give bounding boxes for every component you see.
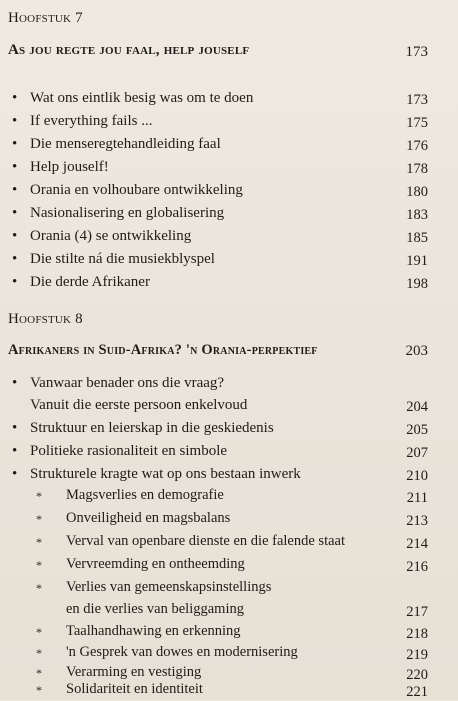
bullet-mark: • xyxy=(12,205,18,221)
toc-entry: Struktuur en leierskap in die geskiedenis xyxy=(30,420,274,436)
toc-page-number: 219 xyxy=(406,647,428,663)
toc-entry: Nasionalisering en globalisering xyxy=(30,205,225,221)
toc-page-number: 218 xyxy=(406,626,428,642)
asterisk-mark: * xyxy=(36,625,42,639)
bullet-mark: • xyxy=(12,113,18,129)
asterisk-mark: * xyxy=(36,512,42,526)
chapter-8-title: Afrikaners in Suid-Afrika? 'n Orania-perpektief xyxy=(8,342,318,358)
toc-entry: Die derde Afrikaner xyxy=(30,274,150,290)
toc-page-number: 198 xyxy=(406,276,428,292)
asterisk-mark: * xyxy=(36,581,42,595)
toc-page-number: 207 xyxy=(406,445,428,461)
toc-subentry: 'n Gesprek van dowes en modernisering xyxy=(66,644,298,660)
toc-page-number: 183 xyxy=(406,207,428,223)
toc-subentry: Taalhandhawing en erkenning xyxy=(66,623,241,639)
chapter-7-heading: Hoofstuk 7 xyxy=(8,10,83,26)
toc-page-number: 175 xyxy=(406,115,428,131)
toc-page-number: 211 xyxy=(406,490,428,506)
toc-entry: If everything fails ... xyxy=(30,113,153,129)
toc-page-number: 176 xyxy=(406,138,428,154)
toc-page-number: 204 xyxy=(406,399,428,415)
bullet-mark: • xyxy=(12,375,18,391)
bullet-mark: • xyxy=(12,182,18,198)
toc-entry: Politieke rasionaliteit en simbole xyxy=(30,443,228,459)
toc-entry: Strukturele kragte wat op ons bestaan inwerk xyxy=(30,466,301,482)
toc-page-number: 173 xyxy=(406,92,428,108)
toc-entry: Die menseregtehandleiding faal xyxy=(30,136,221,152)
toc-entry-continuation: Vanuit die eerste persoon enkelvoud xyxy=(30,397,248,413)
toc-page-number: 185 xyxy=(406,230,428,246)
toc-subentry: Verval van openbare dienste en die falende staat xyxy=(66,533,345,549)
asterisk-mark: * xyxy=(36,535,42,549)
toc-page-number: 178 xyxy=(406,161,428,177)
bullet-mark: • xyxy=(12,136,18,152)
toc-page-number: 213 xyxy=(406,513,428,529)
toc-entry: Help jouself! xyxy=(30,159,109,175)
asterisk-mark: * xyxy=(36,683,42,697)
bullet-mark: • xyxy=(12,251,18,267)
bullet-mark: • xyxy=(12,466,18,482)
bullet-mark: • xyxy=(12,274,18,290)
toc-page-number: 220 xyxy=(406,667,428,683)
bullet-mark: • xyxy=(12,159,18,175)
toc-entry: Vanwaar benader ons die vraag? xyxy=(30,375,225,391)
toc-subentry: Vervreemding en ontheemding xyxy=(66,556,245,572)
bullet-mark: • xyxy=(12,443,18,459)
toc-page-number: 221 xyxy=(406,684,428,700)
asterisk-mark: * xyxy=(36,666,42,680)
asterisk-mark: * xyxy=(36,489,42,503)
chapter-7-title: As jou regte jou faal, help jouself xyxy=(8,42,250,58)
bullet-mark: • xyxy=(12,90,18,106)
toc-entry: Orania en volhoubare ontwikkeling xyxy=(30,182,243,198)
toc-subentry: Magsverlies en demografie xyxy=(66,487,224,503)
toc-subentry: Onveiligheid en magsbalans xyxy=(66,510,231,526)
asterisk-mark: * xyxy=(36,558,42,572)
toc-page-number: 180 xyxy=(406,184,428,200)
toc-page-number: 217 xyxy=(406,604,428,620)
toc-subentry: Verlies van gemeenskapsinstellings xyxy=(66,579,272,595)
chapter-8-heading: Hoofstuk 8 xyxy=(8,311,83,327)
toc-entry: Wat ons eintlik besig was om te doen xyxy=(30,90,254,106)
toc-subentry-continuation: en die verlies van beliggaming xyxy=(66,601,244,617)
chapter-7-title-page: 173 xyxy=(405,44,428,60)
bullet-mark: • xyxy=(12,420,18,436)
toc-page-number: 191 xyxy=(406,253,428,269)
toc-page-number: 214 xyxy=(406,536,428,552)
chapter-8-title-page: 203 xyxy=(405,343,428,359)
toc-page-number: 216 xyxy=(406,559,428,575)
toc-subentry: Verarming en vestiging xyxy=(66,664,202,680)
bullet-mark: • xyxy=(12,228,18,244)
toc-subentry: Solidariteit en identiteit xyxy=(66,681,203,697)
toc-entry: Orania (4) se ontwikkeling xyxy=(30,228,192,244)
toc-page-number: 210 xyxy=(406,468,428,484)
toc-page-number: 205 xyxy=(406,422,428,438)
asterisk-mark: * xyxy=(36,646,42,660)
toc-entry: Die stilte ná die musiekblyspel xyxy=(30,251,215,267)
